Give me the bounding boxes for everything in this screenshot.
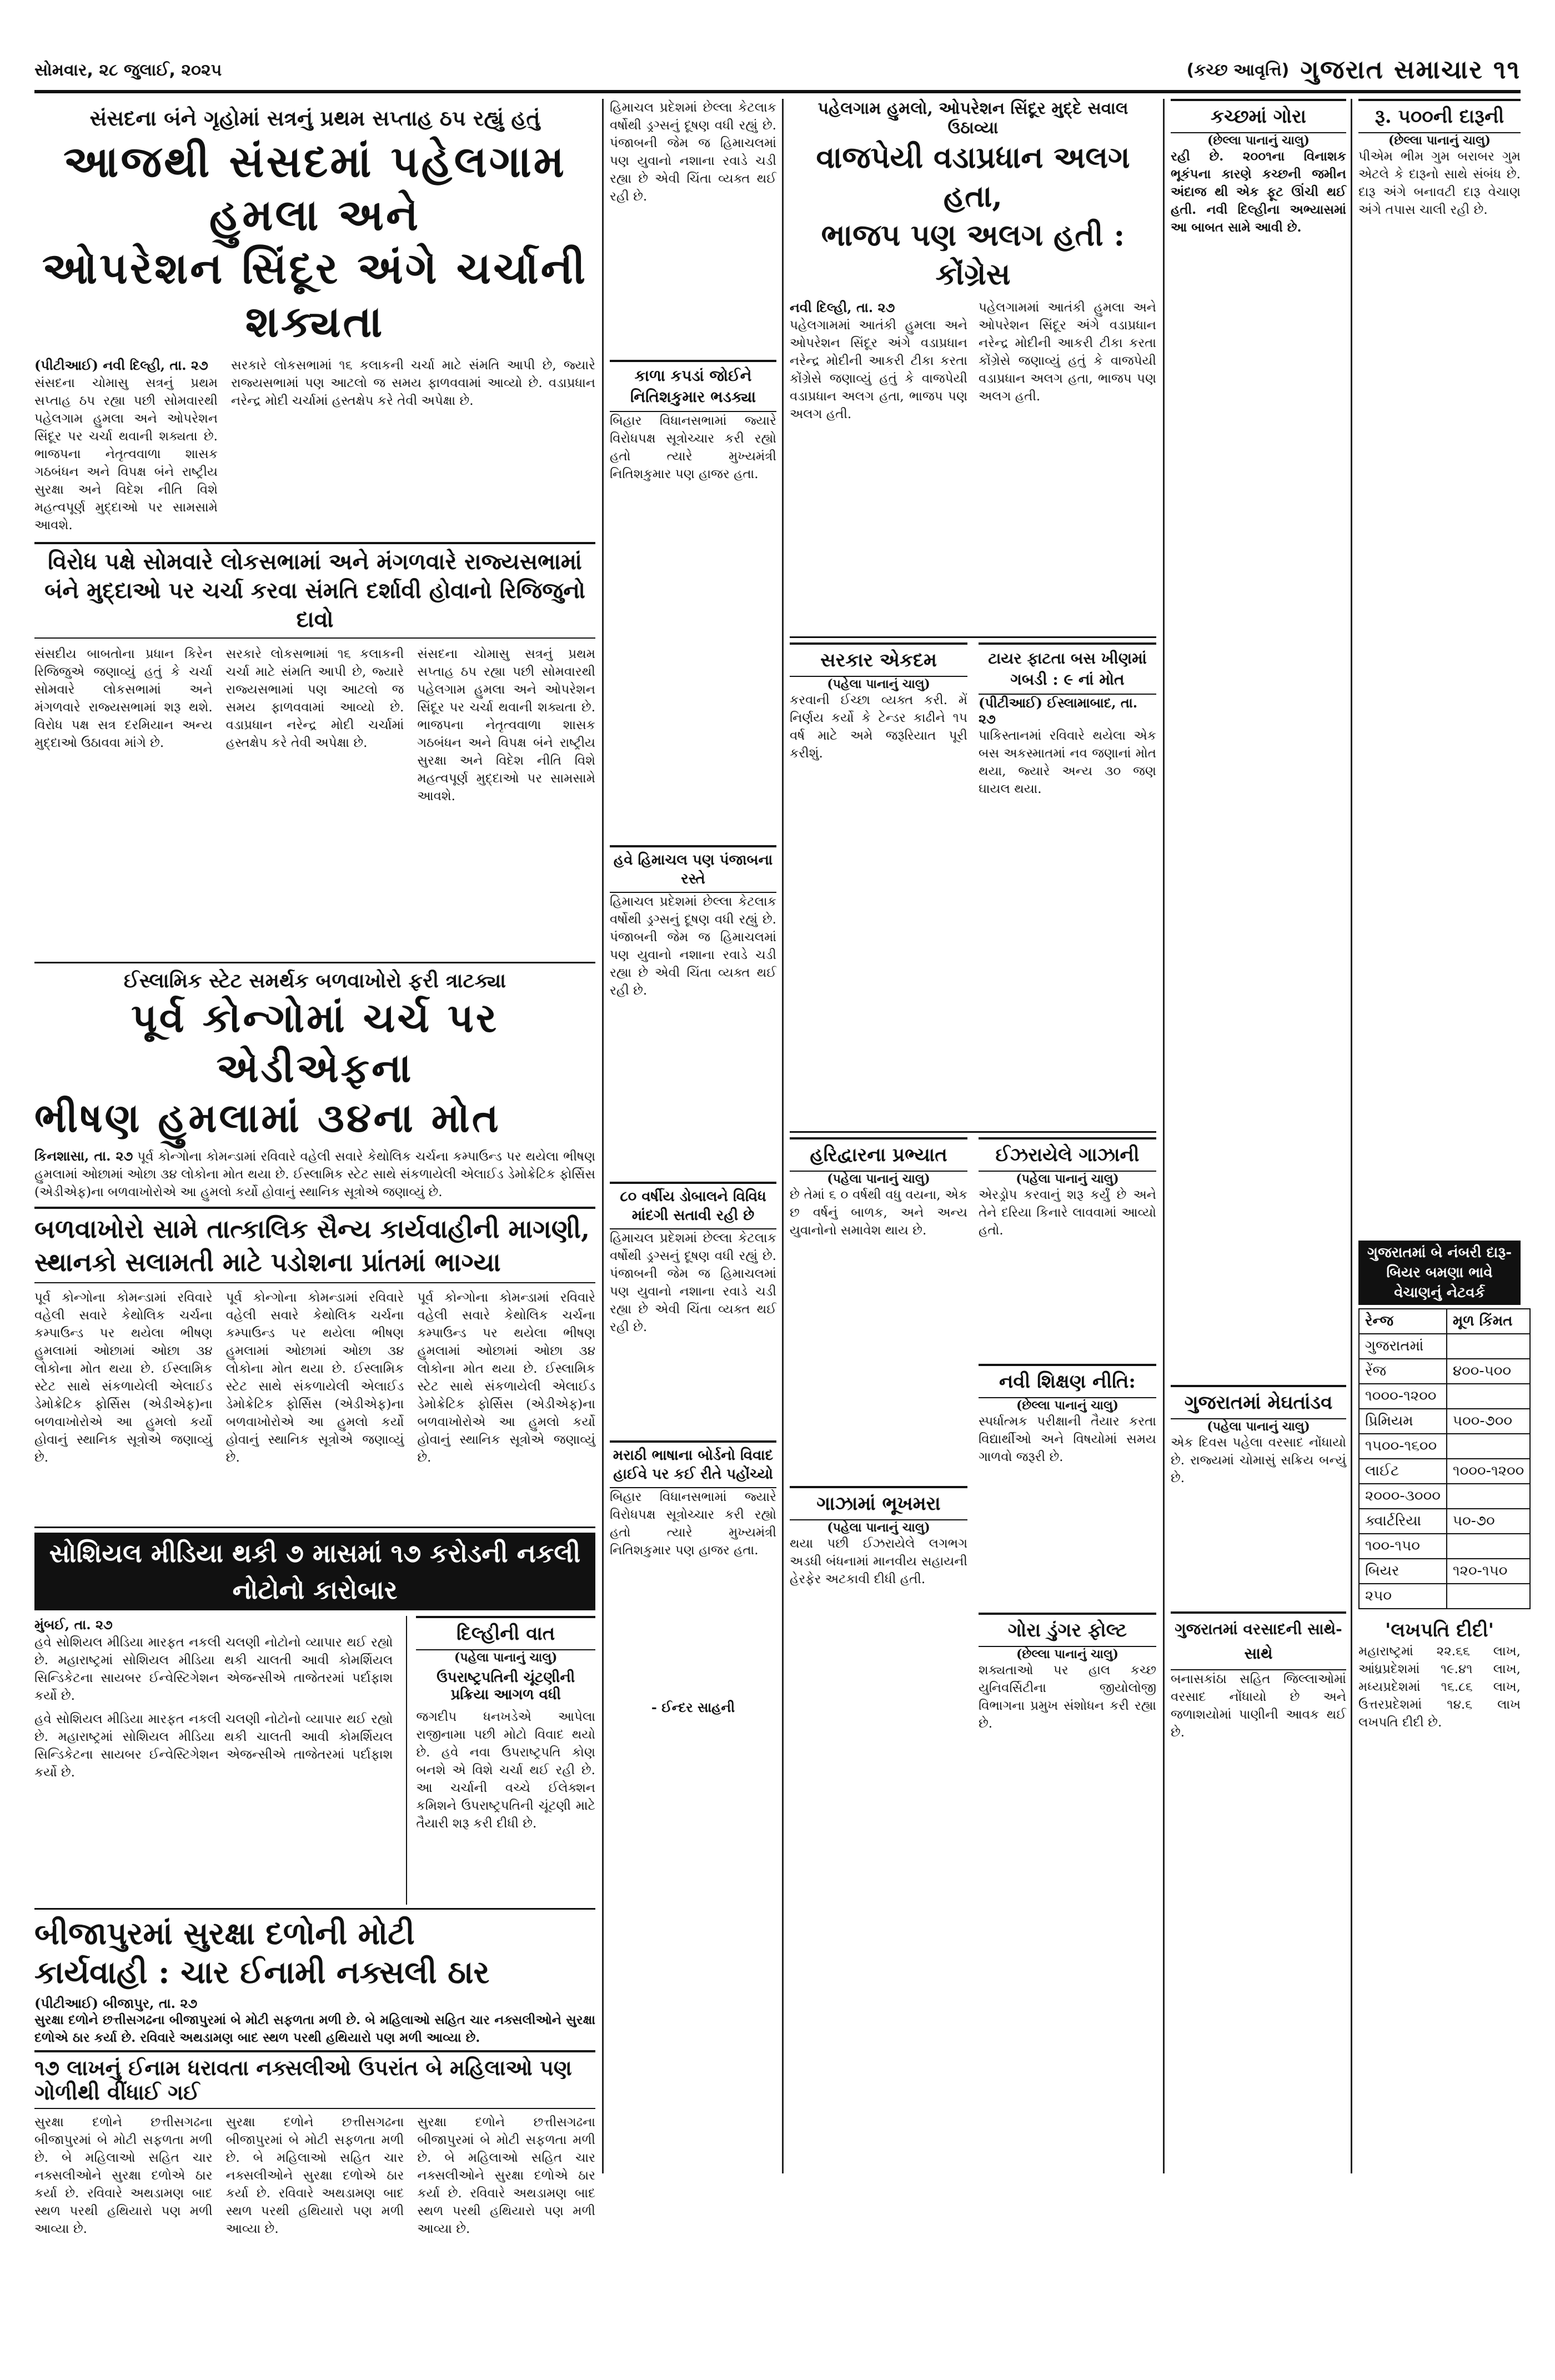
rates-price: [1447, 1534, 1530, 1559]
kashi-head: કાળા કપડાં જોઈને નિતિશકુમાર ભડક્યા: [610, 360, 776, 412]
vajpayee-headline-3: ભાજપ પણ અલગ હતી : કોંગ્રેસ: [821, 217, 1125, 292]
lead-headline-2: ઓપરેશન સિંદૂર અંગે ચર્ચાની શક્યતા: [42, 243, 588, 347]
rates-row: [1359, 1359, 1530, 1384]
rates-price: [1447, 1584, 1530, 1609]
lead-subhead: વિરોધ પક્ષે સોમવારે લોકસભામાં અને મંગળવારે રાજ્યસભામાં બંને મુદ્દાઓ પર ચર્ચા કરવા સંમતિ દર્શાવી હોવાનો રિજિજુનો દાવો: [34, 542, 595, 639]
rates-row: [1359, 1459, 1530, 1484]
rates-table: [1358, 1308, 1531, 1609]
notes-body-wrap: [34, 1616, 393, 1905]
gora-dungar-heading: ગોરા ડુંગર ફોલ્ટ: [979, 1613, 1156, 1647]
rates-item: ક્વાર્ટરિયા: [1359, 1509, 1447, 1534]
vajpayee-dateline: નવી દિલ્હી, તા. ૨૭: [790, 299, 895, 315]
lead-col-1: સંસદના ચોમાસુ સત્રનું પ્રથમ સપ્તાહ ઠપ રહ્યા પછી સોમવારથી પહેલગામ હુમલા અને ઓપરેશન સિંદૂર પર ચર્ચા થવાની શક્યતા છે. ભાજપના નેતૃત્વવાળા શાસક ગઠબંધન અને વિપક્ષ બંને રાષ્ટ્રીય સુરક્ષા અને વિદેશ નીતિ વિશે મહત્વપૂર્ણ મુદ્દાઓ પર સામસામે આવશે.: [34, 376, 218, 533]
lead-body-col-c: સંસદના ચોમાસુ સત્રનું પ્રથમ સપ્તાહ ઠપ રહ્યા પછી સોમવારથી પહેલગામ હુમલા અને ઓપરેશન સિંદૂર પર ચર્ચા થવાની શક્યતા છે. ભાજપના નેતૃત્વવાળા શાસક ગઠબંધન અને વિપક્ષ બંને રાષ્ટ્રીય સુરક્ષા અને વિદેશ નીતિ વિશે મહત્વપૂર્ણ મુદ્દાઓ પર સામસામે આવશે.: [417, 647, 596, 804]
bijapur-subhead: ૧૭ લાખનું ઈનામ ધરાવતા નક્સલીઓ ઉપરાંત બે મહિલાઓ પણ ગોળીથી વીંધાઈ ગઈ: [34, 2050, 595, 2109]
bijapur-col-b: સુરક્ષા દળોને છત્તીસગઢના બીજાપુરમાં બે મોટી સફળતા મળી છે. બે મહિલાઓ સહિત ચાર નક્સલીઓને સુરક્ષા દળોએ ઠાર કર્યા છે. રવિવારે અથડામણ બાદ સ્થળ પરથી હથિયારો પણ મળી આવ્યા છે.: [225, 2115, 404, 2236]
congo-columns: [34, 1289, 595, 1522]
rates-price: ૫૦૦-૭૦૦: [1447, 1409, 1530, 1434]
rates-row: [1359, 1434, 1530, 1459]
issue-date: સોમવાર, ૨૮ જુલાઈ, ૨૦૨૫: [34, 60, 222, 80]
vajpayee-columns: [790, 299, 1156, 632]
gora-dungar-cont: (છેલ્લા પાનાનું ચાલુ): [1016, 1647, 1119, 1661]
himachal-body: હિમાચલ પ્રદેશમાં છેલ્લા કેટલાક વર્ષોથી ડ્રગ્સનું દૂષણ વધી રહ્યું છે. પંજાબની જેમ જ હિમાચલમાં પણ યુવાનો નશાના રવાડે ચડી રહ્યા છે એવી ચિંતા વ્યક્ત થઈ રહી છે.: [610, 895, 776, 998]
center-row-2: [790, 642, 1156, 1127]
rain-heading: ગુજરાતમાં મેઘતાંડવ: [1171, 1385, 1346, 1419]
rates-body: [1359, 1334, 1530, 1609]
rates-price: ૪૦૦-૫૦૦: [1447, 1359, 1530, 1384]
center-row-3: [790, 1137, 1156, 1861]
gora-dungar-body: શક્યતાઓ પર હાલ કચ્છ યુનિવર્સિટીના જીયોલોજી વિભાગના પ્રમુખ સંશોધન કરી રહ્યા છે.: [979, 1663, 1156, 1731]
center-section: [790, 99, 1156, 2173]
left-section: [34, 99, 596, 2236]
tire-box: [979, 642, 1156, 1127]
rates-item: ૧૦૦-૧૫૦: [1359, 1534, 1447, 1559]
masthead: [34, 50, 1521, 93]
rates-row: [1359, 1584, 1530, 1609]
delhi-sub: ઉપરાષ્ટ્રપતિની ચૂંટણીની પ્રક્રિયા આગળ વધી: [437, 1669, 575, 1703]
rates-price: ૧૨૦-૧૫૦: [1447, 1559, 1530, 1584]
lead-kicker: સંસદના બંને ગૃહોમાં સત્રનું પ્રથમ સપ્તાહ ઠપ રહ્યું હતું: [89, 106, 540, 130]
rates-heading: ગુજરાતમાં બે નંબરી દારૂ-બિયર બમણા ભાવે વેચાણનું નેટવર્ક: [1358, 1241, 1521, 1305]
notes-area: [34, 1616, 595, 1905]
rates-item: લાઈટ: [1359, 1459, 1447, 1484]
column-author: - ઈન્દર સાહની: [651, 1699, 735, 1715]
bijapur-body: સુરક્ષા દળોને છત્તીસગઢના બીજાપુરમાં બે મોટી સફળતા મળી છે. બે મહિલાઓ સહિત ચાર નક્સલીઓને સુરક્ષા દળોએ ઠાર કર્યા છે. રવિવારે અથડામણ બાદ સ્થળ પરથી હથિયારો પણ મળી આવ્યા છે.: [34, 2012, 595, 2045]
rates-price: [1447, 1384, 1530, 1409]
bijapur-headline-1: બીજાપુરમાં સુરક્ષા દળોની મોટી: [34, 1915, 415, 1952]
liquor-body: પીએમ ભીમ ગુમ બરાબર ગુમ એટલે કે દારૂનો સાથે સંબંધ છે. દારૂ અંગે બનાવટી દારૂ વેચાણ અંગે તપાસ ચાલી રહી છે.: [1358, 149, 1521, 217]
tire-dateline: (પીટીઆઈ) ઈસ્લામાબાદ, તા. ૨૭: [979, 695, 1138, 727]
lakhpati-heading: 'લખપતિ દીદી': [1385, 1619, 1494, 1641]
gaza-famine-cont: (પહેલા પાનાનું ચાલુ): [827, 1520, 930, 1535]
vajpayee-headline-2: વાજપેયી વડાપ્રધાન અલગ હતા,: [816, 139, 1130, 214]
delhi-box: [406, 1616, 595, 1905]
notes-dateline: મુંબઈ, તા. ૨૭: [34, 1616, 113, 1633]
rates-row: [1359, 1509, 1530, 1534]
bijapur-col-a: સુરક્ષા દળોને છત્તીસગઢના બીજાપુરમાં બે મોટી સફળતા મળી છે. બે મહિલાઓ સહિત ચાર નક્સલીઓને સુરક્ષા દળોએ ઠાર કર્યા છે. રવિવારે અથડામણ બાદ સ્થળ પરથી હથિયારો પણ મળી આવ્યા છે.: [34, 2115, 213, 2236]
haridwar-heading: હરિદ્વારના પ્રભ્યાત: [790, 1137, 967, 1172]
rates-row: [1359, 1334, 1530, 1359]
rain-after-body: બનાસકાંઠા સહિત જિલ્લાઓમાં વરસાદ નોંધાયો છે અને જળાશયોમાં પાણીની આવક થઈ છે.: [1171, 1672, 1346, 1740]
rates-price: ૫૦-૭૦: [1447, 1509, 1530, 1534]
rates-price: [1447, 1484, 1530, 1509]
nursing-head: ૮૦ વર્ષીય ડોબાલને વિવિધ માંદગી સતાવી રહી છે: [610, 1182, 776, 1229]
lead-intro: [34, 357, 595, 534]
rates-col-price: મૂળ કિંમત: [1447, 1309, 1530, 1334]
haridwar-body: છે તેમાં ૬ ૦ વર્ષથી વધુ વયના, એક છ વર્ષનું બાળક, અને અન્ય યુવાનોનો સમાવેશ થાય છે.: [790, 1188, 967, 1238]
tire-heading: ટાયર ફાટતા બસ ખીણમાં ગબડી : ૯ નાં મોત: [979, 642, 1156, 695]
vajpayee-col-b: પહેલગામમાં આતંકી હુમલા અને ઓપરેશન સિંદૂર અંગે વડાપ્રધાન નરેન્દ્ર મોદીની આકરી ટીકા કરતા કોંગ્રેસે જણાવ્યું હતું કે વાજપેયી વડાપ્રધાન અલગ હતા, ભાજપ પણ અલગ હતી.: [979, 300, 1156, 404]
rain-body: એક દિવસ પહેલા વરસાદ નોંધાયો છે. રાજ્યમાં ચોમાસું સક્રિય બન્યું છે.: [1171, 1435, 1346, 1485]
mid-left-column: [610, 99, 776, 2173]
bijapur-headline-2: કાર્યવાહી : ચાર ઈનામી નક્સલી ઠાર: [34, 1954, 490, 1991]
congo-headline-1: પૂર્વ કોન્ગોમાં ચર્ચ પર એડીએફના: [131, 994, 499, 1091]
kutch-gora-heading: કચ્છમાં ગોરા: [1171, 99, 1346, 133]
kutch-gora-cont: (છેલ્લા પાનાનું ચાલુ): [1207, 133, 1310, 148]
education-cont: (છેલ્લા પાનાનું ચાલુ): [1016, 1398, 1119, 1413]
liquor-heading: રૂ. ૫૦૦ની દારૂની: [1358, 99, 1521, 133]
rates-row: [1359, 1409, 1530, 1434]
tire-body: પાકિસ્તાનમાં રવિવારે થયેલા એક બસ અકસ્માતમાં નવ જણાનાં મોત થયા, જ્યારે અન્ય ૩૦ જણ ઘાયલ થયા.: [979, 729, 1156, 796]
lead-body-col-a: સંસદીય બાબતોના પ્રધાન કિરેન રિજિજુએ જણાવ્યું હતું કે ચર્ચા સોમવારે લોકસભામાં અને મંગળવારે રાજ્યસભામાં શરૂ થશે. વિરોધ પક્ષ સત્ર દરમિયાન અન્ય મુદ્દાઓ ઉઠાવવા માંગે છે.: [34, 647, 213, 750]
newspaper-brand: ગુજરાત સમાચાર ૧૧: [1300, 54, 1521, 84]
kutch-gora-body: રહી છે. ૨૦૦૧ના વિનાશક ભૂકંપના કારણે કચ્છની જમીન અંદાજ થી એક ફૂટ ઊંચી થઈ હતી. નવી દિલ્હીના અભ્યાસમાં આ બાબત સામે આવી છે.: [1171, 149, 1346, 235]
lead-body-col-b: સરકારે લોકસભામાં ૧૬ કલાકની ચર્ચા માટે સંમતિ આપી છે, જ્યારે રાજ્યસભામાં પણ આટલો જ સમય ફાળવવામાં આવ્યો છે. વડાપ્રધાન નરેન્દ્ર મોદી ચર્ચામાં હસ્તક્ષેપ કરે તેવી અપેક્ષા છે.: [225, 647, 404, 750]
sarkar-cont: (પહેલા પાનાનું ચાલુ): [827, 677, 930, 691]
rates-col-item: રેન્જ: [1359, 1309, 1447, 1334]
vajpayee-kicker: પહેલગામ હુમલો, ઓપરેશન સિંદૂર મુદ્દે સવાલ ઉઠાવ્યા: [817, 99, 1128, 138]
sarkar-heading: સરકાર એકદમ: [790, 642, 967, 677]
nursing-body: હિમાચલ પ્રદેશમાં છેલ્લા કેટલાક વર્ષોથી ડ્રગ્સનું દૂષણ વધી રહ્યું છે. પંજાબની જેમ જ હિમાચલમાં પણ યુવાનો નશાના રવાડે ચડી રહ્યા છે એવી ચિંતા વ્યક્ત થઈ રહી છે.: [610, 1231, 776, 1334]
bijapur-col-c: સુરક્ષા દળોને છત્તીસગઢના બીજાપુરમાં બે મોટી સફળતા મળી છે. બે મહિલાઓ સહિત ચાર નક્સલીઓને સુરક્ષા દળોએ ઠાર કર્યા છે. રવિવારે અથડામણ બાદ સ્થળ પરથી હથિયારો પણ મળી આવ્યા છે.: [417, 2115, 596, 2236]
kashi-body: બિહાર વિધાનસભામાં જ્યારે વિરોધપક્ષ સૂત્રોચ્ચાર કરી રહ્યો હતો ત્યારે મુખ્યમંત્રી નિતિશકુમાર પણ હાજર હતા.: [610, 414, 776, 481]
congo-body: પૂર્વ કોન્ગોના કોમન્ડામાં રવિવારે વહેલી સવારે કેથોલિક ચર્ચના કમ્પાઉન્ડ પર થયેલા ભીષણ હુમલામાં ઓછામાં ઓછા ૩૪ લોકોના મોત થયા છે. ઈસ્લામિક સ્ટેટ સાથે સંકળાયેલી એલાઈડ ડેમોક્રેટિક ફોર્સિસ (એડીએફ)ના બળવાખોરોએ આ હુમલો કર્યો હોવાનું સ્થાનિક સૂત્રોએ જણાવ્યું છે.: [34, 1149, 596, 1199]
lead-dateline: (પીટીઆઈ) નવી દિલ્હી, તા. ૨૭: [34, 357, 208, 373]
bijapur-columns: [34, 2113, 595, 2380]
rates-header-row: [1359, 1309, 1530, 1334]
rates-item: રેંજ: [1359, 1359, 1447, 1384]
notes-body-2: હવે સોશિયલ મીડિયા મારફત નકલી ચલણી નોટોનો વ્યાપાર થઈ રહ્યો છે. મહારાષ્ટ્રમાં સોશિયલ મીડિયા થકી ચાલતી આવી કોમર્શિયલ સિન્ડિકેટના સાયબર ઈન્વેસ્ટિગેશન એજન્સીએ તાજેતરમાં પર્દાફાશ કર્યો છે.: [34, 1712, 393, 1780]
rates-item: ગુજરાતમાં: [1359, 1334, 1447, 1359]
lakhpati-body: મહારાષ્ટ્રમાં ૨૨.૬૬ લાખ, આંધ્રપ્રદેશમાં ૧૯.૪૧ લાખ, મધ્યપ્રદેશમાં ૧૬.૮૬ લાખ, ઉત્તરપ્રદેશમાં ૧૪.૬ લાખ લખપતિ દીદી છે.: [1358, 1644, 1521, 1730]
rates-item: ૧૦૦૦-૧૨૦૦: [1359, 1384, 1447, 1409]
rates-row: [1359, 1559, 1530, 1584]
liquor-column: [1358, 99, 1524, 2173]
masthead-right: [1187, 54, 1521, 86]
congo-kicker: ઈસ્લામિક સ્ટેટ સમર્થક બળવાખોરો ફરી ત્રાટક્યા: [123, 969, 506, 992]
rates-row: [1359, 1384, 1530, 1409]
israel-body: એરડ્રોપ કરવાનું શરૂ કર્યું છે અને તેને દરિયા કિનારે લાવવામાં આવ્યો હતો.: [979, 1188, 1156, 1238]
lead-col-2: સરકારે લોકસભામાં ૧૬ કલાકની ચર્ચા માટે સંમતિ આપી છે, જ્યારે રાજ્યસભામાં પણ આટલો જ સમય ફાળવવામાં આવ્યો છે. વડાપ્રધાન નરેન્દ્ર મોદી ચર્ચામાં હસ્તક્ષેપ કરે તેવી અપેક્ષા છે.: [231, 358, 595, 408]
notes-body: હવે સોશિયલ મીડિયા મારફત નકલી ચલણી નોટોનો વ્યાપાર થઈ રહ્યો છે. મહારાષ્ટ્રમાં સોશિયલ મીડિયા થકી ચાલતી આવી કોમર્શિયલ સિન્ડિકેટના સાયબર ઈન્વેસ્ટિગેશન એજન્સીએ તાજેતરમાં પર્દાફાશ કર્યો છે.: [34, 1635, 393, 1703]
marathi-body: બિહાર વિધાનસભામાં જ્યારે વિરોધપક્ષ સૂત્રોચ્ચાર કરી રહ્યો હતો ત્યારે મુખ્યમંત્રી નિતિશકુમાર પણ હાજર હતા.: [610, 1490, 776, 1558]
rain-cont: (પહેલા પાનાનું ચાલુ): [1207, 1419, 1310, 1434]
delhi-heading: દિલ્હીની વાત: [416, 1616, 595, 1650]
congo-intro: [34, 1147, 595, 1201]
congo-col-c: પૂર્વ કોન્ગોના કોમન્ડામાં રવિવારે વહેલી સવારે કેથોલિક ચર્ચના કમ્પાઉન્ડ પર થયેલા ભીષણ હુમલામાં ઓછામાં ઓછા ૩૪ લોકોના મોત થયા છે. ઈસ્લામિક સ્ટેટ સાથે સંકળાયેલી એલાઈડ ડેમોક્રેટિક ફોર્સિસ (એડીએફ)ના બળવાખોરોએ આ હુમલો કર્યો હોવાનું સ્થાનિક સૂત્રોએ જણાવ્યું છે.: [417, 1291, 596, 1465]
rates-price: [1447, 1334, 1530, 1359]
marathi-head: મરાઠી ભાષાના બોર્ડનો વિવાદ હાઈવે પર કઈ રીતે પહોંચ્યો: [610, 1440, 776, 1488]
himachal-intro: હિમાચલ પ્રદેશમાં છેલ્લા કેટલાક વર્ષોથી ડ્રગ્સનું દૂષણ વધી રહ્યું છે. પંજાબની જેમ જ હિમાચલમાં પણ યુવાનો નશાના રવાડે ચડી રહ્યા છે એવી ચિંતા વ્યક્ત થઈ રહી છે.: [610, 101, 776, 204]
rates-price: [1447, 1434, 1530, 1459]
himachal-headline: હવે હિમાચલ પણ પંજાબના રસ્તે: [610, 845, 776, 893]
liquor-cont: (છેલ્લા પાનાનું ચાલુ): [1388, 133, 1491, 148]
lead-headline-1: આજથી સંસદમાં પહેલગામ હુમલા અને: [63, 137, 566, 240]
rates-row: [1359, 1534, 1530, 1559]
bijapur-dateline: (પીટીઆઈ) બીજાપુર, તા. ૨૭: [34, 1995, 198, 2011]
congo-dateline: કિનશાસા, તા. ૨૭: [34, 1148, 133, 1164]
delhi-cont: (પહેલા પાનાનું ચાલુ): [454, 1650, 558, 1665]
rates-item: પ્રિમિયમ: [1359, 1409, 1447, 1434]
sarkar-body: કરવાની ઈચ્છા વ્યક્ત કરી. મેં નિર્ણય કર્યો કે ટેન્ડર કાઢીને ૧૫ વર્ષ માટે અમે જરૂરિયાત પૂરી કરીશું.: [790, 693, 967, 761]
delhi-body: જગદીપ ધનખડેએ આપેલા રાજીનામા પછી મોટો વિવાદ થયો છે. હવે નવા ઉપરાષ્ટ્રપતિ કોણ બનશે એ વિશે ચર્ચા થઈ રહી છે. આ ચર્ચાની વચ્ચે ઈલેક્શન કમિશને ઉપરાષ્ટ્રપતિની ચૂંટણી માટે તૈયારી શરૂ કરી દીધી છે.: [416, 1710, 595, 1831]
rain-after-heading: ગુજરાતમાં વરસાદની સાથે-સાથે: [1171, 1611, 1346, 1670]
haridwar-cont: (પહેલા પાનાનું ચાલુ): [827, 1172, 930, 1186]
haridwar-box: [790, 1137, 967, 1861]
page-body: [34, 99, 1524, 2236]
israel-box: [979, 1137, 1156, 1861]
vajpayee-col-a: [790, 299, 967, 632]
sarkar-box: [790, 642, 967, 1127]
israel-heading: ઈઝરાયેલે ગાઝાની: [979, 1137, 1156, 1172]
kutch-column: [1171, 99, 1346, 2173]
rates-price: ૧૦૦૦-૧૨૦૦: [1447, 1459, 1530, 1484]
education-heading: નવી શિક્ષણ નીતિ:: [979, 1364, 1156, 1398]
rates-item: બિયર: [1359, 1559, 1447, 1584]
congo-subhead: બળવાખોરો સામે તાત્કાલિક સૈન્ય કાર્યવાહીની માગણી, સ્થાનકો સલામતી માટે પડોશના પ્રાંતમાં ભાગ્યા: [34, 1207, 595, 1283]
education-body: સ્પર્ધાત્મક પરીક્ષાની તૈયાર કરતા વિદ્યાર્થીઓ અને વિષયોમાં સમય ગાળવો જરૂરી છે.: [979, 1414, 1156, 1464]
lead-col-1b: [231, 357, 595, 534]
congo-col-b: પૂર્વ કોન્ગોના કોમન્ડામાં રવિવારે વહેલી સવારે કેથોલિક ચર્ચના કમ્પાઉન્ડ પર થયેલા ભીષણ હુમલામાં ઓછામાં ઓછા ૩૪ લોકોના મોત થયા છે. ઈસ્લામિક સ્ટેટ સાથે સંકળાયેલી એલાઈડ ડેમોક્રેટિક ફોર્સિસ (એડીએફ)ના બળવાખોરોએ આ હુમલો કર્યો હોવાનું સ્થાનિક સૂત્રોએ જણાવ્યું છે.: [225, 1291, 404, 1465]
gaza-famine-body: થયા પછી ઈઝરાયેલે લગભગ અડધી બંધનામાં માનવીય સહાયની હેરફેર અટકાવી દીધી હતી.: [790, 1537, 967, 1586]
rates-item: ૧૫૦૦-૧૬૦૦: [1359, 1434, 1447, 1459]
congo-col-a: પૂર્વ કોન્ગોના કોમન્ડામાં રવિવારે વહેલી સવારે કેથોલિક ચર્ચના કમ્પાઉન્ડ પર થયેલા ભીષણ હુમલામાં ઓછામાં ઓછા ૩૪ લોકોના મોત થયા છે. ઈસ્લામિક સ્ટેટ સાથે સંકળાયેલી એલાઈડ ડેમોક્રેટિક ફોર્સિસ (એડીએફ)ના બળવાખોરોએ આ હુમલો કર્યો હોવાનું સ્થાનિક સૂત્રોએ જણાવ્યું છે.: [34, 1291, 213, 1465]
gaza-famine-heading: ગાઝામાં ભૂખમરા: [790, 1486, 967, 1520]
israel-cont: (પહેલા પાનાનું ચાલુ): [1016, 1172, 1119, 1186]
rates-row: [1359, 1484, 1530, 1509]
lead-body: [34, 645, 595, 956]
edition-label: (કચ્છ આવૃત્તિ): [1186, 60, 1290, 80]
congo-headline-2: ભીષણ હુમલામાં ૩૪ના મોત: [34, 1094, 501, 1141]
notes-headline: સોશિયલ મીડિયા થકી ૭ માસમાં ૧૭ કરોડની નકલી નોટોનો કારોબાર: [34, 1533, 595, 1610]
vajpayee-body: પહેલગામમાં આતંકી હુમલા અને ઓપરેશન સિંદૂર અંગે વડાપ્રધાન નરેન્દ્ર મોદીની આકરી ટીકા કરતા કોંગ્રેસે જણાવ્યું હતું કે વાજપેયી વડાપ્રધાન અલગ હતા, ભાજપ પણ અલગ હતી.: [790, 318, 967, 421]
rates-item: ૨૫૦: [1359, 1584, 1447, 1609]
rates-item: ૨૦૦૦-૩૦૦૦: [1359, 1484, 1447, 1509]
